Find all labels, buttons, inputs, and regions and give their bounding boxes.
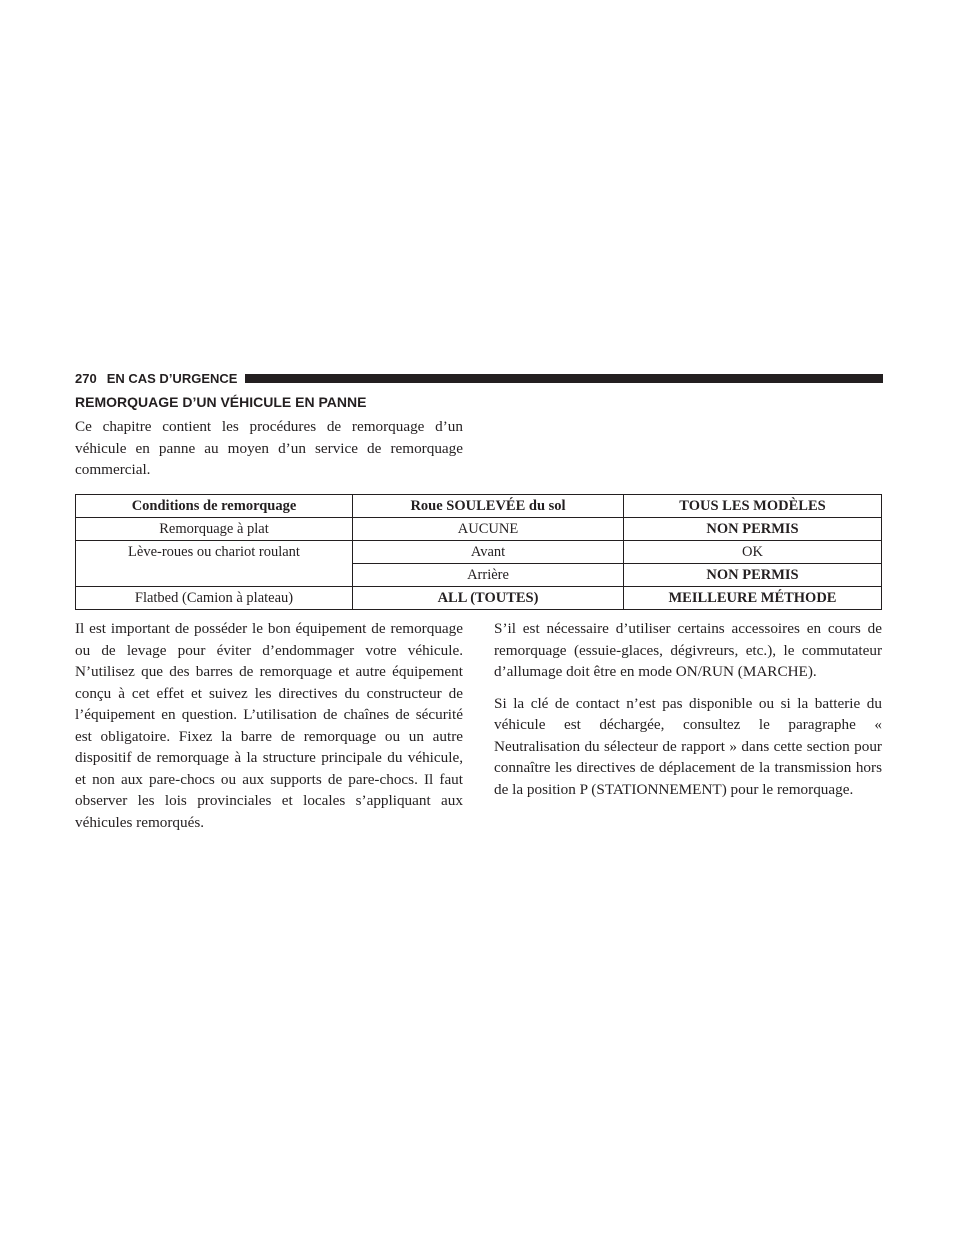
left-column [75,618,463,833]
header-rule [245,374,883,383]
accessories-paragraph: S’il est nécessaire d’utiliser certains accessoires en cours de remorquage (essuie-glaces, dégivreurs, etc.), le commutateur d’allumage doit être en mode ON/RUN (MARCHE). [494,620,882,680]
cell-models: NON PERMIS [624,564,882,587]
table-row [76,564,882,587]
header-wheel: Roue SOULEVÉE du sol [353,495,624,518]
page-number: 270 [75,370,97,386]
table-header-row [76,495,882,518]
table-row [76,587,882,610]
cell-condition: Flatbed (Camion à plateau) [76,587,353,610]
equipment-paragraph: Il est important de posséder le bon équipement de remorquage ou de levage pour éviter d’endommager votre véhicule. N’utilisez que des barres de remorquage et autre équipement conçu à cet effet et suivez les directives du constructeur de l’équipement en question. L’utilisation de chaînes de sécurité est obligatoire. Fixez la barre de remorquage ou un autre dispositif de remorquage à la structure principale du véhicule, et non aux pare-chocs ou aux supports de pare-chocs. Il faut observer les lois provinciales et locales s’appliquant aux véhicules remorqués. [75,620,463,831]
section-title: EN CAS D’URGENCE [106,370,238,386]
key-battery-paragraph: Si la clé de contact n’est pas disponible ou si la batterie du véhicule est déchargée, consultez le paragraphe « Neutralisation du sélecteur de rapport » dans cette section pour connaître les directives de déplacement de la transmission hors de la position P (STATIONNEMENT) pour le remorquage. [494,694,882,798]
cell-models: MEILLEURE MÉTHODE [624,587,882,610]
page-title: REMORQUAGE D’UN VÉHICULE EN PANNE [75,394,367,410]
cell-condition [76,564,353,587]
cell-wheel: Arrière [353,564,624,587]
right-column [494,618,882,800]
header-conditions: Conditions de remorquage [76,495,353,518]
cell-wheel: ALL (TOUTES) [353,587,624,610]
cell-condition: Remorquage à plat [76,518,353,541]
cell-wheel: Avant [353,541,624,564]
header-models: TOUS LES MODÈLES [624,495,882,518]
table-row [76,541,882,564]
cell-wheel: AUCUNE [353,518,624,541]
intro-paragraph: Ce chapitre contient les procédures de remorquage d’un véhicule en panne au moyen d’un service de remorquage commercial. [75,418,463,478]
towing-table [75,494,882,610]
cell-models: NON PERMIS [624,518,882,541]
cell-models: OK [624,541,882,564]
table-row [76,518,882,541]
cell-condition: Lève-roues ou chariot roulant [76,541,353,564]
page-header [75,369,883,387]
